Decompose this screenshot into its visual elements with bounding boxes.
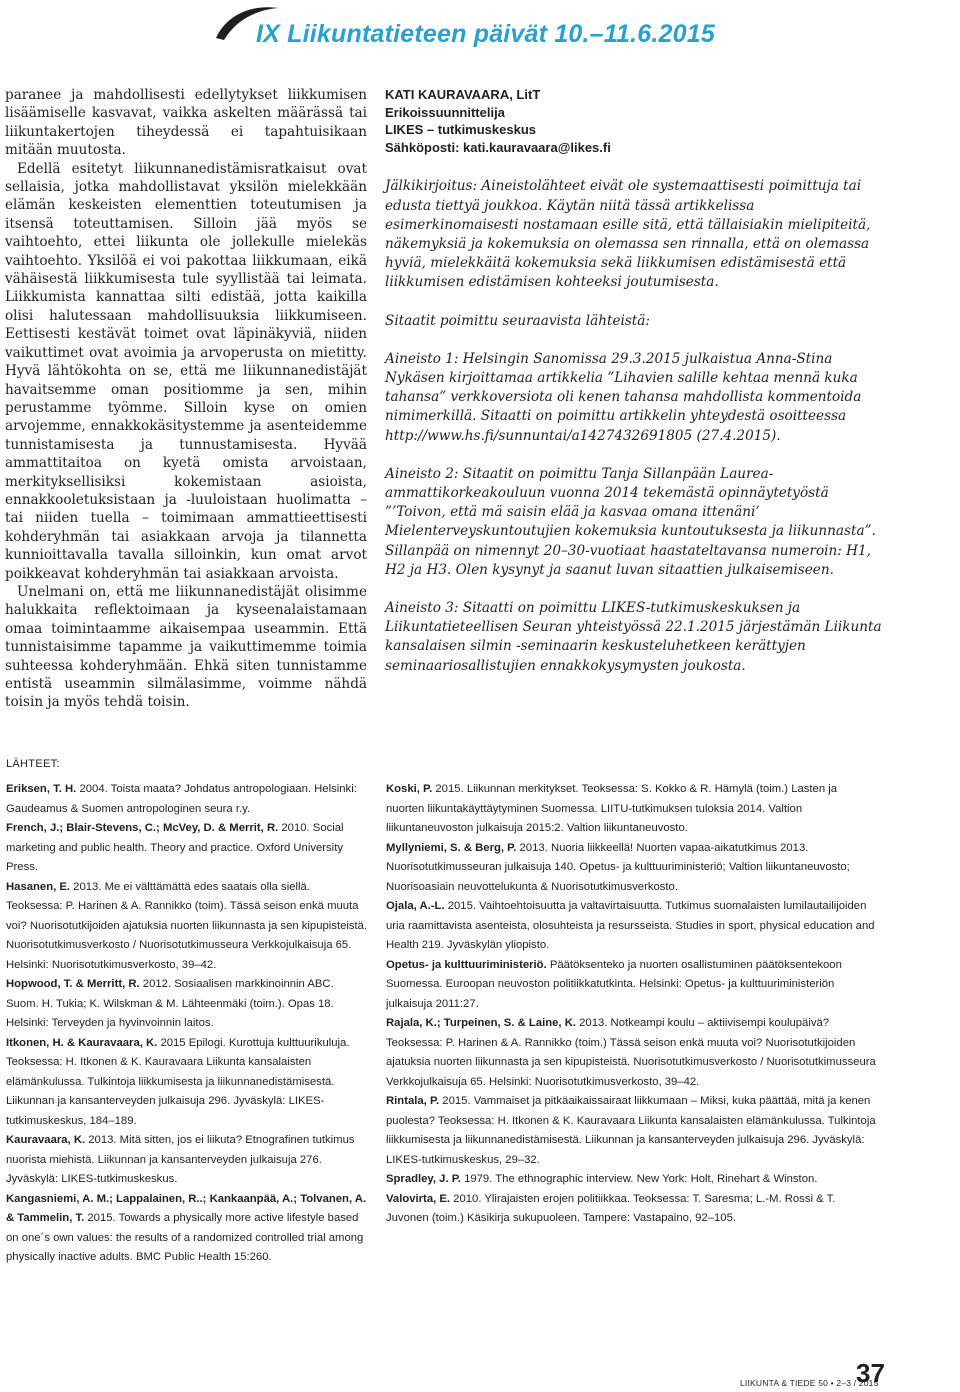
- reference-item: [386, 1014, 878, 1092]
- reference-authors: Rintala, P.: [386, 1095, 440, 1107]
- reference-item: [6, 780, 368, 819]
- reference-authors: Itkonen, H. & Kauravaara, K.: [6, 1036, 158, 1049]
- reference-text: 2013. Mitä sitten, jos ei liikuta? Etnografinen tutkimus nuorista miehistä. Liikunnan ja kansanterveyden julkaisuja 276. Jyväskylä: LIKES-tutkimuskeskus.: [6, 1134, 355, 1185]
- references-heading: LÄHTEET:: [6, 758, 60, 770]
- reference-authors: Hasanen, E.: [6, 880, 71, 893]
- reference-text: 2013. Me ei välttämättä edes saatais olla siellä. Teoksessa: P. Harinen & A. Rannikko (toim). Tässä seison enkä muuta voi? Nuorisotutkijoiden ajatuksia nuorten liikunnasta ja sen kipupisteistä. Nuorisotutkimusverkosto / Nuorisotutkimusseura Verkkojulkaisuja 65. Helsinki: Nuorisotutkimusverkosto, 39–42.: [6, 880, 368, 971]
- right-column: [385, 86, 885, 695]
- footer-label: LIIKUNTA & TIEDE 50 • 2–3 / 2015: [740, 1378, 879, 1388]
- reference-text: 2013. Notkeampi koulu – aktiivisempi koulupäivä? Teoksessa: P. Harinen & A. Rannikko (toim.) Tässä seison enkä muuta voi? Nuorisotutkijoiden ajatuksia nuorten liikunnasta ja sen kipupisteistä. Nuorisotutkimusverkosto / Nuorisotutkimusseura Verkkojulkaisuja 65. Helsinki: Nuorisotutkimusverkosto, 39–42.: [386, 1017, 876, 1088]
- reference-item: [6, 878, 368, 976]
- reference-authors: Eriksen, T. H.: [6, 783, 77, 795]
- reference-authors: Spradley, J. P.: [386, 1173, 461, 1185]
- left-column: [5, 86, 367, 712]
- references-left: [6, 780, 368, 1268]
- author-title: Erikoissuunnittelija: [385, 104, 505, 120]
- author-org: LIKES – tutkimuskeskus: [385, 122, 536, 138]
- reference-text: 2015. Vaihtoehtoisuutta ja valtavirtaisuutta. Tutkimus suomalaisten lumilautailijoiden uria raamittavista asenteista, olosuhteista ja resursseista. Studies in sport, physical education and Health 219. Jyväskylän yliopisto.: [386, 900, 875, 951]
- reference-text: 2010. Ylirajaisten erojen politiikkaa. Teoksessa: T. Saresma; L.-M. Rossi & T. Juvonen (toim.) Käsikirja sukupuoleen. Tampere: Vastapaino, 92–105.: [386, 1192, 836, 1224]
- reference-text: 2015. Vammaiset ja pitkäaikaissairaat liikkumaan – Miksi, kuka päättää, mitä ja kenen puolesta? Teoksessa: H. Itkonen & K. Kauravaara Liikunta kansalaisten elämänkulussa. Tulkintoja liikkumisesta ja liikunnanedistämisestä. Liikunnan ja kansanterveyden julkaisuja 296. Jyväskylä: LIKES-tutkimuskeskus, 29–32.: [386, 1095, 876, 1166]
- left-paragraph: Unelmani on, että me liikunnanedistäjät olisimme halukkaita reflektoimaan ja kyseenalaistamaan omaa toimintaamme aikaisempaa useammin. Että tunnistaisimme tapamme ja vaikuttimemme toimia suhteessa kohderyhmään. Ehkä siten tunnistamme entistä useammin silmälasimme, voimme nähdä toisin ja myös tehdä toisin.: [5, 583, 367, 711]
- source-item: Aineisto 1: Helsingin Sanomissa 29.3.2015 julkaistua Anna-Stina Nykäsen kirjoittamaa artikkelia ”Lihavien salille kehtaa mennä kuka tahansa” verkkoversiota oli kenen tahansa mahdollista kommentoida nimimerkillä. Sitaatti on poimittu artikkelin yhteydestä osoitteessa http://www.hs.fi/sunnuntai/a1427432691805 (27.4.2015).: [385, 350, 862, 444]
- reference-authors: Hopwood, T. & Merritt, R.: [6, 978, 140, 990]
- left-paragraph: paranee ja mahdollisesti edellytykset liikkumisen lisäämiselle kasvavat, vaikka askelten määrässä tai liikuntakertojen tiheydessä ei tapahtuisikaan mitään muutosta.: [5, 87, 367, 159]
- reference-text: 1979. The ethnographic interview. New York: Holt, Rinehart & Winston.: [460, 1173, 818, 1185]
- sources-intro: Sitaatit poimittu seuraavista lähteistä:: [385, 312, 650, 329]
- references-right: [386, 780, 878, 1229]
- author-email: Sähköposti: kati.kauravaara@likes.fi: [385, 139, 611, 155]
- header-title: IX Liikuntatieteen päivät 10.–11.6.2015: [256, 20, 715, 48]
- reference-authors: French, J.; Blair-Stevens, C.; McVey, D. & Merrit, R.: [6, 822, 279, 834]
- reference-authors: Kauravaara, K.: [6, 1134, 86, 1146]
- reference-text: 2015. Liikunnan merkitykset. Teoksessa: S. Kokko & R. Hämylä (toim.) Lasten ja nuorten liikuntakäyttäytyminen Suomessa. LIITU-tutkimuksen tuloksia 2014. Valtion liikuntaneuvoston julkaisuja 2015:2. Valtion liikuntaneuvosto.: [386, 783, 838, 834]
- source-item: Aineisto 2: Sitaatit on poimittu Tanja Sillanpään Laurea-ammattikorkeakouluun vuonna 2014 tekemästä opinnäytetyöstä ”’Toivon, että mä saisin elää ja kasvaa omana ittenäni’ Mielenterveyskuntoutujien kokemuksia kuntoutuksesta ja liikunnasta”. Sillanpää on nimennyt 20–30-vuotiaat haastateltavansa numeroin: H1, H2 ja H3. Olen kysynyt ja saanut luvan sitaattien julkaisemiseen.: [385, 465, 876, 578]
- reference-text: 2012. Sosiaalisen markkinoinnin ABC. Suom. H. Tukia; K. Wilskman & M. Lähteenmäki (toim.). Opas 18. Helsinki: Terveyden ja hyvinvoinnin laitos.: [6, 978, 334, 1029]
- reference-authors: Ojala, A.-L.: [386, 900, 445, 912]
- author-name: KATI KAURAVAARA, LitT: [385, 87, 541, 102]
- reference-item: [386, 1170, 878, 1190]
- reference-item: [386, 897, 878, 956]
- reference-text: 2015. Towards a physically more active lifestyle based on one´s own values: the results of a randomized controlled trial among physically inactive adults. BMC Public Health 15:260.: [6, 1212, 364, 1263]
- reference-item: [6, 1190, 368, 1268]
- reference-text: Päätöksenteko ja nuorten osallistuminen päätöksentekoon Suomessa. Euroopan neuvoston politiikkatutkinta. Helsinki: Opetus- ja kulttuuriministeriön julkaisuja 2011:27.: [386, 958, 842, 1010]
- source-item: Aineisto 3: Sitaatti on poimittu LIKES-tutkimuskeskuksen ja Liikuntatieteellisen Seuran yhteistyössä 22.1.2015 järjestämän Liikunta kansalaisen silmin -seminaarin keskusteluhetkeen kerättyjen seminaariosallistujien ennakkokysymysten joukosta.: [385, 600, 882, 674]
- reference-authors: Rajala, K.; Turpeinen, S. & Laine, K.: [386, 1017, 576, 1029]
- reference-item: [6, 1034, 368, 1132]
- reference-item: [6, 819, 368, 878]
- reference-item: [6, 1131, 368, 1190]
- reference-item: [386, 956, 878, 1015]
- reference-authors: Kangasniemi, A. M.; Lappalainen, R..; Kankaanpää, A.; Tolvanen, A. & Tammelin, T.: [6, 1192, 367, 1224]
- reference-text: 2010. Social marketing and public health. Theory and practice. Oxford University Press.: [6, 822, 344, 873]
- reference-item: [386, 839, 878, 898]
- page-number: 37: [856, 1358, 885, 1388]
- reference-text: 2013. Nuoria liikkeellä! Nuorten vapaa-aikatutkimus 2013. Nuorisotutkimusseuran julkaisuja 140. Opetus- ja kulttuuriministeriö; Valtion liikuntaneuvosto; Nuorisoasiain neuvottelukunta & Nuorisotutkimusverkosto.: [386, 841, 850, 893]
- reference-item: [6, 975, 368, 1034]
- reference-item: [386, 780, 878, 839]
- postscript-paragraph: Jälkikirjoitus: Aineistolähteet eivät ole systemaattisesti poimittuja tai edusta tiettyä joukkoa. Käytän niitä tässä artikkelissa esimerkinomaisesti nostamaan esille sitä, että tällaisiakin mielipiteitä, näkemyksiä ja kokemuksia on olemassa sen rinnalla, että on olemassa hyviä, mielekkäitä kokemuksia sekä liikkumisen edistämisestä että liikkumisen edistämisen kohteeksi joutumisesta.: [385, 178, 871, 291]
- reference-item: [386, 1092, 878, 1170]
- reference-authors: Valovirta, E.: [386, 1192, 451, 1205]
- reference-authors: Opetus- ja kulttuuriministeriö.: [386, 958, 547, 971]
- reference-authors: Myllyniemi, S. & Berg, P.: [386, 841, 517, 854]
- reference-text: 2004. Toista maata? Johdatus antropologiaan. Helsinki: Gaudeamus & Suomen antropologinen seura r.y.: [6, 783, 357, 815]
- left-paragraph: Edellä esitetyt liikunnanedistämisratkaisut ovat sellaisia, jotka mahdollistavat yksilön mielekkään elämän keskeisten elementtien toteutumisen ja itsensä toteuttamisen. Silloin jää myös se vaihtoehto, ettei liikunta ole jollekulle mielekäs vaihtoehto. Yksilöä ei voi pakottaa liikkumaan, eikä vähäisestä liikkumisesta tule syyllistää tai leimata. Liikkumista kannattaa silti edistää, jotta kaikilla olisi halutessaan mahdollisuuksia liikkumiseen. Eettisesti kestävät toimet ovat läpinäkyviä, niiden vaikuttimet ovat avoimia ja arvoperusta on mietitty. Hyvä lähtökohta on se, että me liikunnanedistäjät havaitsemme oman positiomme ja sen, mihin perustamme työmme. Silloin kyse on omien arvojemme, ennakkokäsitystemme ja asenteidemme tunnistamisesta ja tunnustamisesta. Hyvää ammattitaitoa on kyetä omista arvoistaan, merkityksellisiksi kokemistaan asioista, ennakkooletuksistaan ja -luuloistaan huolimatta – tai niiden tuella – toimimaan ammattieettisesti kohderyhmän tai asiakkaan arvoja ja tilannetta kunnioittavalla tavalla silloinkin, kun omat arvot poikkeavat kohderyhmän tai asiakkaan arvoista.: [5, 160, 367, 582]
- reference-text: 2015 Epilogi. Kurottuja kulttuurikuluja. Teoksessa: H. Itkonen & K. Kauravaara Liikunta kansalaisten elämänkulussa. Tulkintoja liikkumisesta ja liikunnanedistämisestä. Liikunnan ja kansanterveyden julkaisuja 296. Jyväskylä: LIKES-tutkimuskeskus, 184–189.: [6, 1036, 350, 1127]
- reference-authors: Koski, P.: [386, 783, 433, 795]
- reference-item: [386, 1190, 878, 1229]
